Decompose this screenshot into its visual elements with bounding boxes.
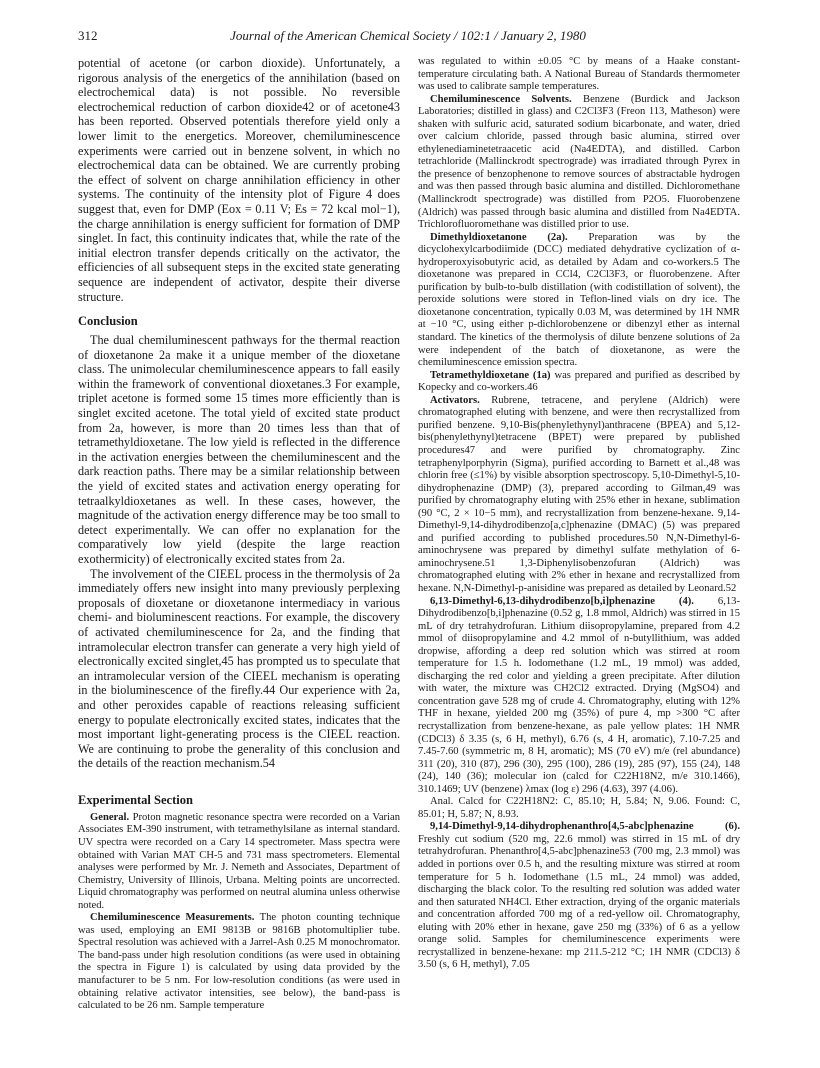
text-activators: Rubrene, tetracene, and perylene (Aldrich) were chromatographed eluting with benzene, and were then recrystallized from purified benzene. 9,10-Bis(phenylethynyl)anthracene (BPEA) and 5,12-bis(phenylethynyl)tetracene (BPET) were prepared by published procedures47 and were purified by chromatography. Zinc tetraphenylporphyrin (Sigma), purified according to Barnett et al.,48 was chlorin free (≤1%) by visible absorption spectroscopy. 5,10-Dimethyl-5,10-dihydrophenazine (DMP) (3), prepared according to Gilman,49 was purified by chromatography eluting with 25% ether in hexane, sublimation (90 °C, 2 × 10−5 mm), and recrystallization from benzene-hexane. 9,14-Dimethyl-9,14-dihydrodibenzo[a,c]phenazine (DMAC) (5) was prepared and purified according to published procedures.50 N,N-Dimethyl-6-aminochrysene was prepared by dimethyl sulfate methylation of 6-aminochrysene.51 1,3-Diphenylisobenzofuran (Aldrich) was chromatographed eluting with 2% ether in hexane and recrystallized from hexane. N,N-Dimethyl-p-anisidine was prepared as detailed by Leonard.52 (418, 394, 740, 594)
paragraph-general (78, 812, 400, 912)
section-heading-conclusion: Conclusion (78, 314, 138, 329)
text-compound-6: Freshly cut sodium (520 mg, 22.6 mmol) was stirred in 15 mL of dry tetrahydrofuran. Phenanthro[4,5-abc]phenazine53 (700 mg, 2.3 mmol) was added in portions over 0.5 h, and the resulting mixture was stirred at room temperature for 5 h. Iodomethane (1.5 mL, 24 mmol) was added, discharging the black color. To the resulting red solution was added water and then saturated NH4Cl. Ether extraction, drying of the organic materials and concentration afforded 700 mg of a red-yellow oil. Chromatography, eluting with 20% ether in hexane, gave 250 mg (33%) of 6 as a yellow orange solid. Samples for chemiluminescence experiments were recrystallized in benzene-hexane: mp 211.5-212 °C; 1H NMR (CDCl3) δ 3.50 (s, 6 H, methyl), 7.05 (418, 833, 740, 971)
paragraph-cl-measurements (78, 912, 400, 1012)
text-tetramethyldioxetane: was prepared and purified as described by Kopecky and co-workers.46 (418, 369, 741, 394)
text-general: Proton magnetic resonance spectra were recorded on a Varian Associates EM-390 instrument, with tetramethylsilane as internal standard. UV spectra were recorded on a Cary 14 spectrometer. Mass spectra were obtained with Varian MAT CH-5 and 731 mass spectrometers. Elemental analyses were performed by Mr. J. Nemeth and Associates, Department of Chemistry, University of Illinois, Urbana. Melting points are uncorrected. Liquid chromatography was performed on neutral alumina unless otherwise noted. (78, 811, 400, 911)
text-compound-4: 6,13-Dihydrodibenzo[b,i]phenazine (0.52 g, 1.8 mmol, Aldrich) was stirred in 15 mL of dry tetrahydrofuran. Lithium diisopropylamine, prepared from 4.2 mmol of diisopropylamine and 4.2 mmol of n-butyllithium, was added dropwise, affording a deep red solution which was stirred at room temperature for 1.5 h. Iodomethane (1.2 mL, 19 mmol) was added, discharging the red color and yielding a green precipitate. After dilution with water, the mixture was CH2Cl2 extracted. Drying (MgSO4) and concentration gave 528 mg of crude 4. Chromatography, eluting with 12% THF in hexane, yielded 200 mg (35%) of pure 4, mp >300 °C after recrystallization from benzene-hexane, as pale yellow plates: 1H NMR (CDCl3) δ 3.35 (s, 6 H, methyl), 6.76 (s, 4 H, aromatic), 7.10-7.25 and 7.45-7.60 (symmetric m, 8 H, aromatic); MS (70 eV) m/e (rel abundance) 311 (20), 310 (87), 296 (30), 295 (100), 286 (19), 285 (97), 155 (24), 148 (24), 140 (36); molecular ion (calcd for C22H18N2, m/e 310.1466), 310.1469; UV (benzene) λmax (log ε) 296 (4.63), 397 (4.06). (418, 595, 740, 795)
section-heading-experimental: Experimental Section (78, 792, 193, 807)
paragraph-conclusion-1: The dual chemiluminescent pathways for the thermal reaction of dioxetanone 2a make it a unique member of the dioxetane class. The unimolecular chemiluminescence appears to fall easily within the framework of conventional dioxetanes.3 For example, triplet acetone is formed some 15 times more efficiently than is singlet excited acetone. The total yield of excited state product from 2a, however, is more than 20 times less than that of tetramethyldioxetane. The low yield is reflected in the difference in the activation energies between the chemiluminescent and the dark reaction paths. There may be a similar relationship between the yield of excited states and activation energy operating for tetraalkyldioxetanes as well. In these cases, however, the magnitude of the activation energy difference may be too small to detect experimentally. We can offer no explanation for the comparatively low yield (despite the large reaction exothermicity) of electronically excited states from 2a. (78, 333, 400, 566)
paragraph-compound-4 (418, 596, 740, 797)
lead-compound-4: 6,13-Dimethyl-6,13-dihydrodibenzo[b,i]phenazine (4). (430, 595, 694, 607)
lead-tetramethyldioxetane: Tetramethyldioxetane (1a) (430, 369, 551, 381)
paragraph-dimethyldioxetanone (418, 232, 740, 370)
lead-dimethyldioxetanone: Dimethyldioxetanone (2a). (430, 231, 568, 243)
paragraph-tetramethyldioxetane (418, 370, 740, 395)
paragraph-conclusion-2: The involvement of the CIEEL process in the thermolysis of 2a immediately offers new insight into many previously perplexing proposals of dioxetane or dioxetanone intermediacy in various chemi- and bioluminescent reactions. For example, the discovery of activated chemiluminescence for 2a, and the finding that intramolecular electron transfer can generate a very high yield of electronically excited singlet,45 has prompted us to speculate that an intramolecular version of the CIEEL mechanism is operating in the bioluminescence of the firefly.44 Our experience with 2a, and other peroxides capable of reactions releasing sufficient energy to populate electronically excited states, indicates that the most important light-generating process is the CIEEL reaction. We are continuing to probe the generality of this conclusion and the details of the reaction mechanism.54 (78, 566, 400, 771)
paragraph-activators (418, 395, 740, 596)
lead-general: General. (90, 811, 130, 823)
paragraph-compound-6 (418, 821, 740, 972)
paragraph-solvents (418, 94, 740, 232)
paragraph-discussion-end: potential of acetone (or carbon dioxide). Unfortunately, a rigorous analysis of the energetics of the annihilation (based on electrochemical data) is not possible. No reversible electrochemical reduction of carbon dioxide42 or of acetone43 has been reported. Observed potentials therefore yield only a lower limit to the energetics. Moreover, chemiluminescence experiments were carried out in benzene solvent, in which no electrochemical data can be obtained. We are currently probing the effect of solvent on charge annihilation efficiency in other systems. The continuity of the intensity plot of Figure 4 does suggest that, even for DMP (Eox = 0.11 V; Es = 72 kcal mol−1), the charge annihilation is energy sufficient for formation of DMP singlet. In fact, this continuity indicates that, while the rate of the initial electron transfer depends critically on the activator, the efficiencies of all subsequent steps in the excited state generating sequence are independent of activator, despite their diverse structure. (78, 56, 400, 304)
lead-cl-measurements: Chemiluminescence Measurements. (90, 912, 255, 924)
page-number: 312 (78, 28, 98, 43)
running-head: Journal of the American Chemical Society / 102:1 / January 2, 1980 (230, 28, 586, 43)
right-column (418, 56, 740, 972)
lead-solvents: Chemiluminescence Solvents. (430, 93, 572, 105)
page-header (78, 28, 738, 46)
lead-compound-6: 9,14-Dimethyl-9,14-dihydrophenanthro[4,5-abc]phenazine (6). (430, 821, 740, 833)
text-cl-measurements: The photon counting technique was used, employing an EMI 9813B or 9816B photomultiplier tube. Spectral resolution was achieved with a Jarrel-Ash 0.25 M monochromator. The band-pass under high resolution conditions (as were used in obtaining the spectra in Figure 1) is calculated by using data provided by the manufacturer to be 5 nm. For low-resolution conditions (as were used in obtaining relative activator intensities, see below), the band-pass is calculated to be 26 nm. Sample temperature (78, 912, 400, 1012)
text-dimethyldioxetanone: Preparation was by the dicyclohexylcarbodiimide (DCC) mediated dehydrative cyclization of α-hydroperoxyisobutyric acid, as detailed by Adam and co-workers.5 The dioxetanone was prepared in CCl4, C2Cl3F3, or fluorobenzene. After purification by bulb-to-bulb distillation (with codistillation of solvent), the peroxide solutions were stored in Teflon-lined vials on dry ice. The dioxetanone concentration, typically 0.03 M, was determined by 1H NMR at −10 °C, using either p-dichlorobenzene or dibenzyl ether as internal standard. The kinetics of the thermolysis of dilute benzene solutions of 2a were independent of the batch of dioxetanone, as were the chemiluminescence emission spectra. (418, 231, 740, 369)
paragraph-compound-4-analysis: Anal. Calcd for C22H18N2: C, 85.10; H, 5.84; N, 9.06. Found: C, 85.01; H, 5.87; N, 8.93. (418, 796, 740, 820)
left-column (78, 56, 400, 1013)
paragraph-continued: was regulated to within ±0.05 °C by means of a Haake constant-temperature circulating bath. A National Bureau of Standards thermometer was used to calibrate sample temperatures. (418, 56, 740, 93)
lead-activators: Activators. (430, 394, 480, 406)
text-solvents: Benzene (Burdick and Jackson Laboratories; distilled in glass) and C2Cl3F3 (Freon 113, Matheson) were shaken with sulfuric acid, saturated sodium bicarbonate, and water, dried over calcium chloride, passed through basic alumina, stirred over ethylenediaminetetraacetic acid (Na4EDTA), and distilled. Carbon tetrachloride (Mallinckrodt spectrograde) was irradiated through Pyrex in the presence of benzophenone to remove sources of abstractable hydrogen and was then passed through basic alumina and distilled. Dichloromethane (Mallinckrodt spectrograde) was distilled from P2O5. Fluorobenzene (Aldrich) was passed through basic alumina and distilled from Na4EDTA. Trichlorofluoromethane was distilled prior to use. (418, 93, 740, 231)
